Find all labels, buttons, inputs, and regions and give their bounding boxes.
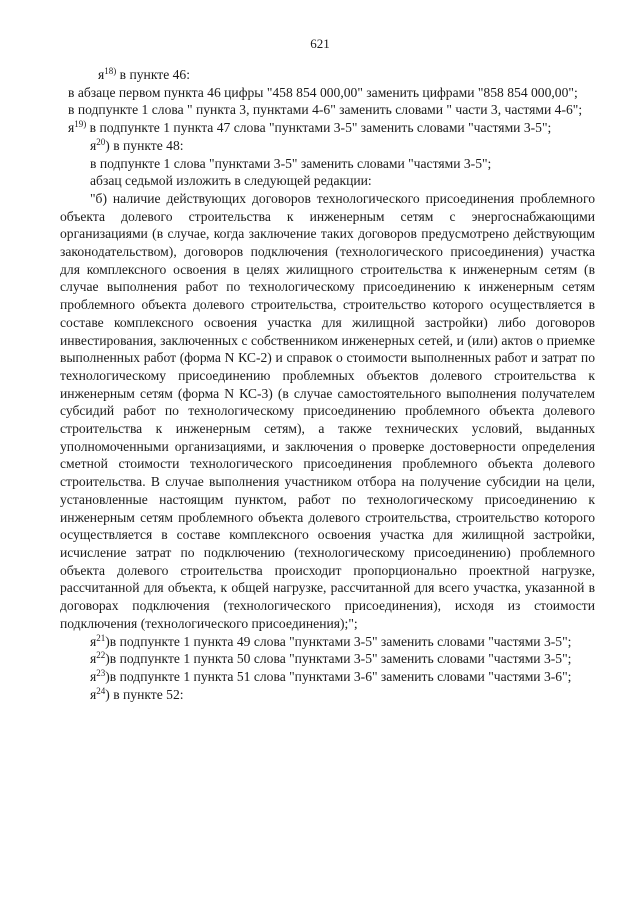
item-marker: я [90,651,97,667]
paragraph-48-abzac7 [90,172,595,190]
paragraph-46-first [60,84,595,102]
page-number: 621 [310,36,330,51]
item-superscript: 21 [96,632,106,643]
paragraph-amend-23 [60,668,595,686]
paragraph-text: )в подпункте 1 пункта 50 слова "пунктами 3-5" заменить словами "частями 3-5"; [105,651,572,667]
paragraph-amend-21 [60,633,595,651]
paragraph-text: в абзаце первом пункта 46 цифры "458 854 000,00" заменить цифрами "858 854 000,00"; [68,84,578,100]
item-marker: я [90,668,97,684]
paragraph-text: в пункте 46: [116,67,190,82]
paragraph-text: )в подпункте 1 пункта 51 слова "пунктами 3-6" заменить словами "частями 3-6"; [105,668,572,684]
item-superscript: 23 [96,667,106,678]
item-superscript: 22 [96,650,106,661]
item-superscript: 19) [74,119,87,130]
paragraph-amend-20 [90,137,595,155]
item-marker: я [68,120,75,136]
paragraph-text: в подпункте 1 пункта 47 слова "пунктами 3-5" заменить словами "частями 3-5"; [86,120,552,136]
paragraph-amend-18 [90,66,595,84]
paragraph-text: в подпункте 1 слова " пункта 3, пунктами 4-6" заменить словами " части 3, частями 4-6"; [68,102,583,118]
item-marker: я [98,67,105,82]
paragraph-text: абзац седьмой изложить в следующей редакции: [90,173,372,189]
paragraph-48-sub1 [90,155,595,173]
paragraph-text: "б) наличие действующих договоров технологического присоединения проблемного объекта долевого строительства к инженерным сетям с энергоснабжающими организациями (в случае, когда заключение таких договоров предусмотрено действующим законодательством), договоров подключения (технологического присоединения) участка для комплексного освоения в целях жилищного строительства к инженерным сетям (в случае выполнения работ по технологическому присоединению к инженерным сетям проблемного объекта долевого строительства, строительство которого осуществляется в составе комплексного освоения участка для жилищной застройки) либо договоров инвестирования, заключенных с собственником инженерных сетей, и (или) актов о приемке выполненных работ (форма N КС-2) и справок о стоимости выполненных работ и затрат по технологическому присоединению проблемных объектов долевого строительства к инженерным сетям (форма N КС-3) (в случае самостоятельного выполнения получателем субсидий работ по технологическому присоединению проблемного объекта долевого строительства к инженерным сетям), а также технических условий, выданных уполномоченными организациями, и заключения о проверке достоверности определения сметной стоимости технологического присоединения проблемного объекта долевого строительства. В случае выполнения участником отбора на получение субсидии на цели, установленные настоящим пунктом, работ по технологическому присоединению к инженерным сетям проблемного объекта долевого строительства, строительство которого осуществляется в составе комплексного освоения участка для жилищной застройки, исчисление затрат по подключению (технологическому присоединению) проблемного объекта долевого строительства происходит пропорционально проектной нагрузке, рассчитанной для объекта, к общей нагрузке, рассчитанной для всего участка, указанной в договорах подключения (технологического присоединения), исходя из стоимости подключения (технологического присоединения);"; [60,190,595,631]
paragraph-new-redaction [60,190,595,633]
paragraph-46-sub1 [60,101,595,119]
paragraph-text: ) в пункте 52: [105,686,184,702]
item-marker: я [90,633,97,649]
document-body [60,66,595,703]
item-superscript: 20 [96,136,106,147]
item-superscript: 24 [96,685,106,696]
item-superscript: 18) [104,66,117,76]
paragraph-amend-19 [60,119,595,137]
paragraph-text: в подпункте 1 слова "пунктами 3-5" заменить словами "частями 3-5"; [90,155,492,171]
paragraph-text: )в подпункте 1 пункта 49 слова "пунктами 3-5" заменить словами "частями 3-5"; [105,633,572,649]
paragraph-text: ) в пункте 48: [105,137,184,153]
paragraph-amend-22 [60,650,595,668]
item-marker: я [90,686,97,702]
item-marker: я [90,137,97,153]
paragraph-amend-24 [90,686,595,704]
